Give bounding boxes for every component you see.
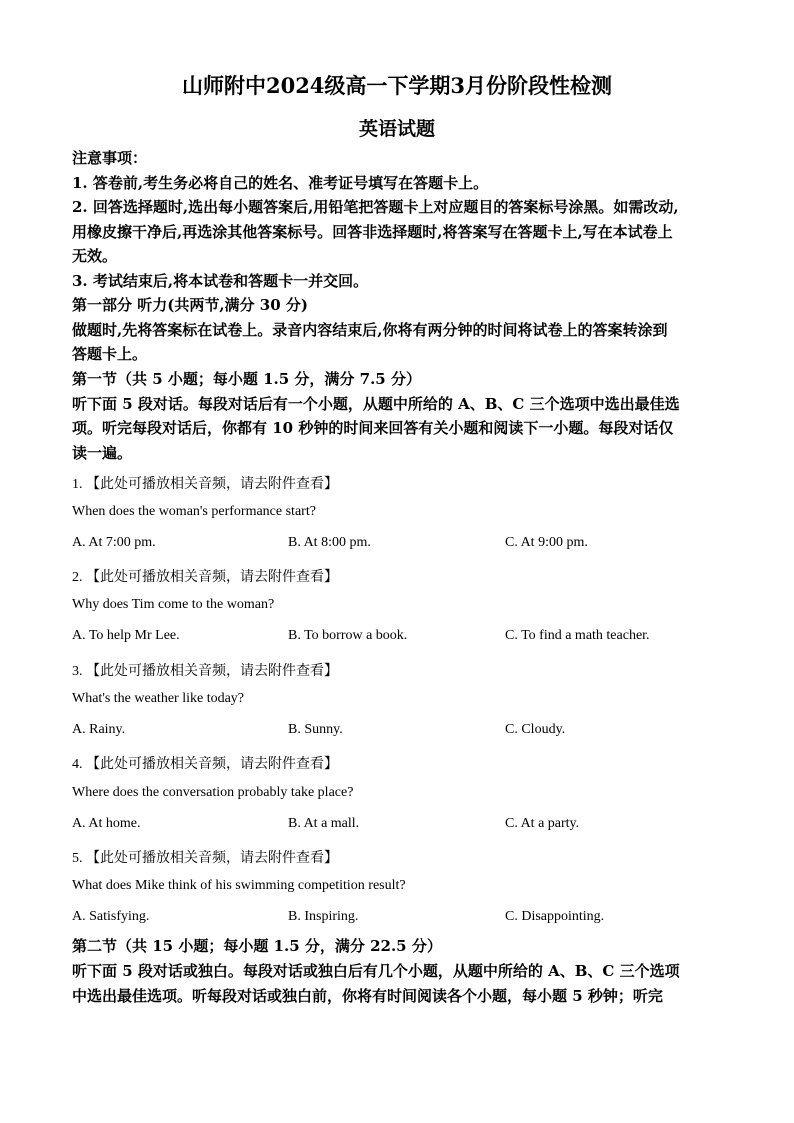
section2-heading: 第二节（共 15 小题；每小题 1.5 分，满分 22.5 分） (72, 937, 442, 955)
section2-intro: 中选出最佳选项。听每段对话或独白前，你将有时间阅读各个小题，每小题 5 秒钟；听完 (72, 987, 663, 1005)
question-text: Why does Tim come to the woman? (72, 597, 275, 612)
notice-item: 用橡皮擦干净后,再选涂其他答案标号。回答非选择题时,将答案写在答题卡上,写在本试卷上 (72, 223, 673, 241)
question-marker: 3. 【此处可播放相关音频，请去附件查看】 (72, 664, 338, 679)
question-text: What's the weather like today? (72, 691, 245, 706)
option-b: B. At a mall. (288, 816, 360, 831)
question-marker: 5. 【此处可播放相关音频，请去附件查看】 (72, 851, 338, 866)
exam-title: 山师附中2024级高一下学期3月份阶段性检测 (181, 73, 613, 98)
option-a: A. Satisfying. (72, 909, 150, 924)
option-c: C. At a party. (505, 816, 580, 831)
question-text: What does Mike think of his swimming competition result? (72, 878, 406, 893)
part1-heading: 第一部分 听力(共两节,满分 30 分) (72, 296, 308, 314)
question-text: Where does the conversation probably take place? (72, 785, 354, 800)
option-a: A. To help Mr Lee. (72, 628, 180, 643)
question-text: When does the woman's performance start? (72, 504, 316, 519)
part1-intro: 答题卡上。 (72, 345, 148, 363)
notice-item: 无效。 (72, 247, 118, 265)
option-b: B. Inspiring. (288, 909, 359, 924)
notice-item: 2. 回答选择题时,选出每小题答案后,用铅笔把答题卡上对应题目的答案标号涂黑。如需改动, (72, 198, 679, 216)
section1-heading: 第一节（共 5 小题；每小题 1.5 分，满分 7.5 分） (72, 370, 421, 388)
option-c: C. To find a math teacher. (505, 628, 650, 643)
section1-intro: 项。听完每段对话后，你都有 10 秒钟的时间来回答有关小题和阅读下一小题。每段对话仅 (72, 419, 674, 437)
option-a: A. At 7:00 pm. (72, 535, 156, 550)
option-c: C. Disappointing. (505, 909, 605, 924)
notice-heading: 注意事项： (72, 149, 148, 167)
option-a: A. At home. (72, 816, 141, 831)
option-a: A. Rainy. (72, 722, 126, 737)
question-marker: 4. 【此处可播放相关音频，请去附件查看】 (72, 757, 338, 772)
option-b: B. To borrow a book. (288, 628, 408, 643)
option-c: C. At 9:00 pm. (505, 535, 588, 550)
exam-subtitle: 英语试题 (358, 118, 435, 140)
option-c: C. Cloudy. (505, 722, 566, 737)
part1-intro: 做题时,先将答案标在试卷上。录音内容结束后,你将有两分钟的时间将试卷上的答案转涂到 (72, 321, 668, 339)
section1-intro: 读一遍。 (72, 444, 133, 462)
section1-intro: 听下面 5 段对话。每段对话后有一个小题，从题中所给的 A、B、C 三个选项中选出最佳选 (72, 395, 680, 413)
section2-intro: 听下面 5 段对话或独白。每段对话或独白后有几个小题，从题中所给的 A、B、C 三个选项 (72, 962, 680, 980)
notice-item: 3. 考试结束后,将本试卷和答题卡一并交回。 (72, 272, 369, 290)
question-marker: 1. 【此处可播放相关音频，请去附件查看】 (72, 477, 338, 492)
option-b: B. At 8:00 pm. (288, 535, 371, 550)
question-marker: 2. 【此处可播放相关音频，请去附件查看】 (72, 570, 338, 585)
option-b: B. Sunny. (288, 722, 343, 737)
notice-item: 1. 答卷前,考生务必将自己的姓名、准考证号填写在答题卡上。 (72, 174, 489, 192)
